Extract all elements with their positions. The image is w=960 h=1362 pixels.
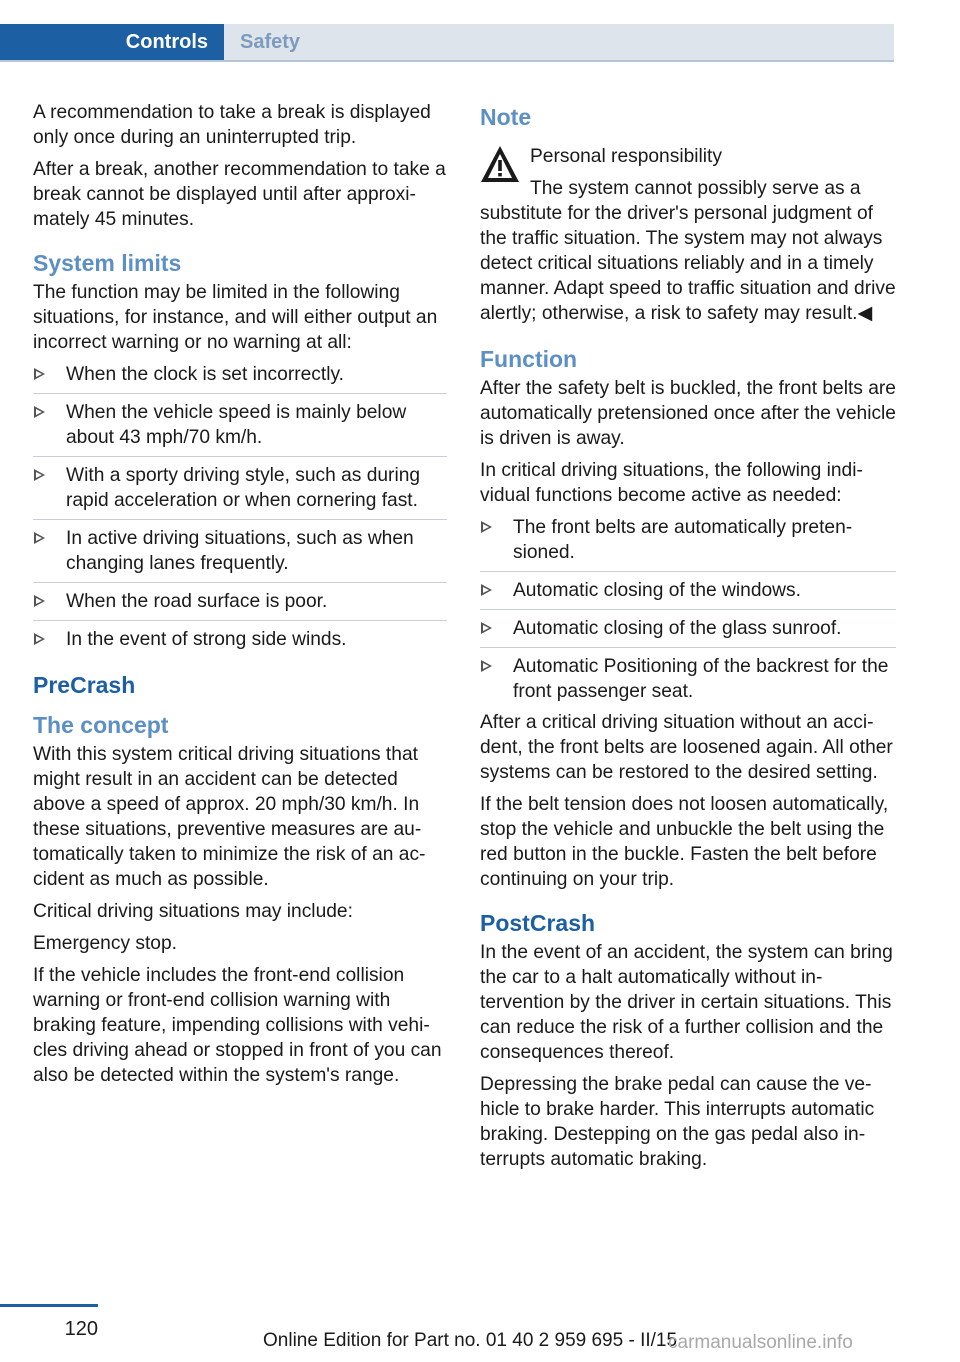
paragraph: With this system critical driving situations that might result in an accident can be detected above a speed of approx. 20 mph/30 km/h. In these situations, preventive measures are automatically taken to minimize the risk of an accident as much as possible. — [33, 744, 426, 890]
paragraph: After a break, another recommendation to take a break cannot be displayed until after approximately 45 minutes. — [33, 159, 446, 230]
paragraph: Depressing the brake pedal can cause the vehicle to brake harder. This interrupts automatic braking. Destepping on the gas pedal also interrupts automatic braking. — [480, 1074, 875, 1170]
page-header — [0, 0, 960, 62]
list-item-text: Automatic Positioning of the backrest for the front passenger seat. — [513, 656, 889, 702]
list-item-text: In the event of strong side winds. — [66, 629, 347, 650]
list-item — [33, 582, 447, 620]
paragraph: The function may be limited in the following situations, for instance, and will either output an incorrect warning or no warning at all: — [33, 282, 438, 353]
edition-text: Online Edition for Part no. 01 40 2 959 695 - II/15 — [263, 1330, 678, 1351]
paragraph: In the event of an accident, the system can bring the car to a halt automatically without intervention by the driver in certain situations. This can reduce the risk of a further collision and the consequences thereof. — [480, 942, 893, 1063]
paragraph: Emergency stop. — [33, 933, 177, 954]
list-item-text: When the road surface is poor. — [66, 591, 328, 612]
heading-precrash: PreCrash — [33, 672, 136, 698]
paragraph: If the belt tension does not loosen automatically, stop the vehicle and unbuckle the belt using the red button in the buckle. Fasten the belt before continuing on your trip. — [480, 794, 889, 890]
heading-the-concept: The concept — [33, 712, 169, 738]
heading-system-limits: System limits — [33, 250, 182, 276]
footer-rule — [0, 1304, 98, 1307]
note-title: Personal responsibility — [530, 146, 722, 167]
triangle-bullet-icon — [34, 633, 45, 645]
paragraph: A recommendation to take a break is displayed only once during an uninterrupted trip. — [33, 102, 431, 148]
triangle-bullet-icon — [34, 532, 45, 544]
list-item — [33, 362, 447, 393]
list-item — [480, 515, 896, 571]
note-block — [480, 104, 896, 326]
header-rule — [0, 60, 894, 62]
list-item — [33, 620, 447, 652]
list-item-text: When the clock is set incorrectly. — [66, 364, 344, 385]
note-text: The system cannot possibly serve as a substitute for the driver's personal judgment of the traffic situation. The system may not always detect critical situations reliably and in a timely manner. Adapt speed to traffic situation and drive alertly; otherwise, a risk to safety may result.◀ — [480, 178, 896, 324]
tab-safety[interactable]: Safety — [224, 24, 894, 61]
list-item-text: Automatic closing of the glass sunroof. — [513, 618, 842, 639]
left-column — [33, 100, 447, 1095]
list-item — [480, 571, 896, 609]
list-item — [33, 519, 447, 582]
triangle-bullet-icon — [481, 584, 492, 596]
triangle-bullet-icon — [481, 521, 492, 533]
heading-note: Note — [480, 104, 532, 130]
paragraph: If the vehicle includes the front-end collision warning or front-end collision warning with braking feature, impending collisions with vehicles driving ahead or stopped in front of you can also be detected within the system's range. — [33, 965, 442, 1086]
paragraph: After a critical driving situation without an accident, the front belts are loosened again. All other systems can be restored to the desired setting. — [480, 712, 893, 783]
list-item — [480, 609, 896, 647]
tab-controls[interactable]: Controls — [0, 24, 224, 61]
list-item-text: When the vehicle speed is mainly below about 43 mph/70 km/h. — [66, 402, 407, 448]
list-item-text: The front belts are automatically pretensioned. — [513, 517, 853, 563]
list-item — [480, 647, 896, 704]
triangle-bullet-icon — [34, 368, 45, 380]
list-item-text: With a sporty driving style, such as during rapid acceleration or when cornering fast. — [66, 465, 421, 511]
page-number: 120 — [64, 1318, 98, 1340]
heading-function: Function — [480, 346, 578, 372]
watermark: carmanualsonline.info — [668, 1332, 853, 1353]
triangle-bullet-icon — [481, 660, 492, 672]
triangle-bullet-icon — [34, 406, 45, 418]
paragraph: After the safety belt is buckled, the front belts are automatically pretensioned once after the vehicle is driven is away. — [480, 378, 896, 449]
right-column — [480, 100, 896, 1179]
list-item — [33, 393, 447, 456]
functions-list — [480, 515, 896, 704]
list-item — [33, 456, 447, 519]
triangle-bullet-icon — [34, 595, 45, 607]
heading-postcrash: PostCrash — [480, 910, 596, 936]
warning-triangle-icon — [480, 144, 520, 184]
system-limits-list — [33, 362, 447, 652]
paragraph: Critical driving situations may include: — [33, 901, 353, 922]
paragraph: In critical driving situations, the following individual functions become active as needed: — [480, 460, 863, 506]
triangle-bullet-icon — [481, 622, 492, 634]
list-item-text: Automatic closing of the windows. — [513, 580, 801, 601]
triangle-bullet-icon — [34, 469, 45, 481]
list-item-text: In active driving situations, such as when changing lanes frequently. — [66, 528, 414, 574]
